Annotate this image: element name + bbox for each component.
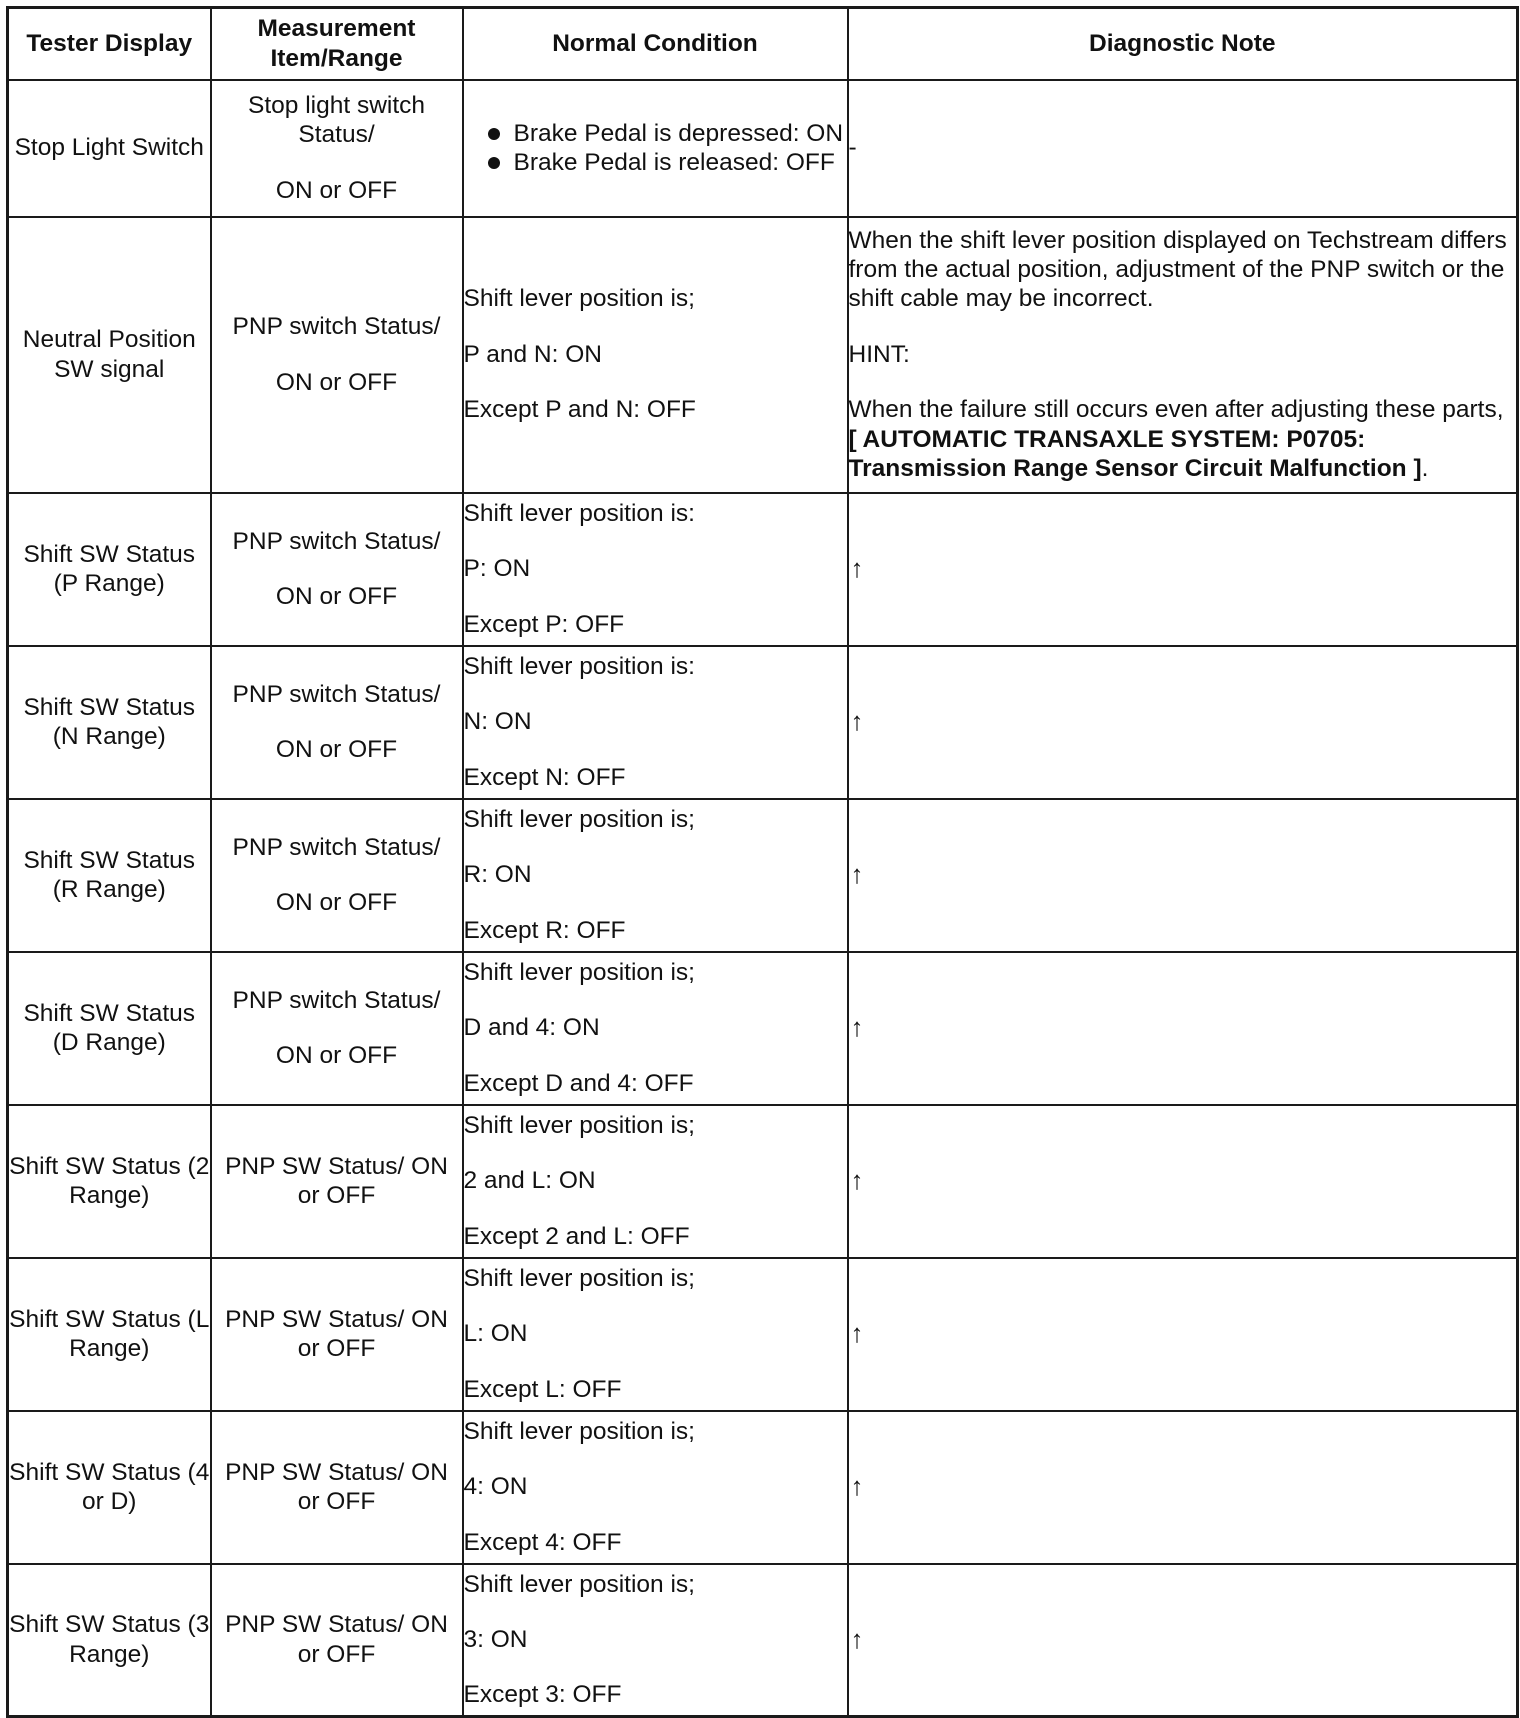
condition-cell: Shift lever position is; 2 and L: ON Except 2 and L: OFF (463, 1105, 848, 1258)
condition-cell: Shift lever position is: P: ON Except P: OFF (463, 493, 848, 646)
tester-display-cell: Shift SW Status (R Range) (8, 799, 211, 952)
same-as-above-icon: ↑ (850, 1012, 864, 1043)
table-row (8, 646, 1518, 799)
tester-display-cell: Shift SW Status (L Range) (8, 1258, 211, 1411)
tester-display-cell: Shift SW Status (N Range) (8, 646, 211, 799)
table-row (8, 1564, 1518, 1717)
condition-intro: Shift lever position is; (463, 285, 695, 313)
condition-on: P and N: ON (463, 340, 602, 368)
measurement-cell (211, 217, 463, 493)
same-as-above-icon: ↑ (850, 706, 864, 737)
measurement-top: Stop light switch Status/ (247, 91, 426, 149)
note-cell (848, 1564, 1518, 1717)
same-as-above-icon: ↑ (850, 859, 864, 890)
condition-cell (463, 80, 848, 217)
same-as-above-icon: ↑ (850, 1624, 864, 1655)
table-row (8, 493, 1518, 646)
condition-cell: Shift lever position is; R: ON Except R: OFF (463, 799, 848, 952)
measurement-cell: PNP switch Status/ ON or OFF (211, 799, 463, 952)
note-cell (848, 646, 1518, 799)
same-as-above-icon: ↑ (850, 1318, 864, 1349)
bullet-item: Brake Pedal is released: OFF (464, 148, 847, 177)
table-row (8, 1105, 1518, 1258)
note-cell (848, 1105, 1518, 1258)
note-cell (848, 799, 1518, 952)
measurement-cell: PNP switch Status/ ON or OFF (211, 952, 463, 1105)
note-cell (848, 217, 1518, 493)
note-cell (848, 1258, 1518, 1411)
measurement-cell (211, 80, 463, 217)
header-measurement: Measurement Item/Range (211, 8, 463, 80)
header-diagnostic-note: Diagnostic Note (848, 8, 1518, 80)
header-row (8, 8, 1518, 80)
condition-cell: Shift lever position is; L: ON Except L: OFF (463, 1258, 848, 1411)
measurement-cell: PNP SW Status/ ON or OFF (211, 1564, 463, 1717)
measurement-cell: PNP SW Status/ ON or OFF (211, 1411, 463, 1564)
measurement-bottom: ON or OFF (275, 176, 398, 204)
condition-bullets (464, 119, 847, 178)
note-paragraph: When the failure still occurs even after adjusting these parts, [ AUTOMATIC TRANSAXLE SYSTEM: P0705: Transmission Range Sensor Circuit Malfunction ]. (848, 396, 1504, 482)
header-tester-display: Tester Display (8, 8, 211, 80)
same-as-above-icon: ↑ (850, 1471, 864, 1502)
note-cell: - (848, 80, 1518, 217)
table-row (8, 952, 1518, 1105)
measurement-top: PNP switch Status/ (232, 313, 441, 341)
condition-cell (463, 217, 848, 493)
table-row (8, 1258, 1518, 1411)
tester-display-cell: Shift SW Status (P Range) (8, 493, 211, 646)
measurement-cell: PNP SW Status/ ON or OFF (211, 1258, 463, 1411)
table-row (8, 1411, 1518, 1564)
note-hint: HINT: (848, 340, 910, 368)
measurement-cell: PNP SW Status/ ON or OFF (211, 1105, 463, 1258)
bullet-item: Brake Pedal is depressed: ON (464, 119, 847, 148)
note-cell (848, 952, 1518, 1105)
note-cell (848, 493, 1518, 646)
condition-cell: Shift lever position is; 4: ON Except 4: OFF (463, 1411, 848, 1564)
condition-cell: Shift lever position is: N: ON Except N: OFF (463, 646, 848, 799)
condition-off: Except P and N: OFF (463, 396, 696, 424)
note-cell (848, 1411, 1518, 1564)
tester-display-cell: Shift SW Status (D Range) (8, 952, 211, 1105)
same-as-above-icon: ↑ (850, 553, 864, 584)
data-table (6, 6, 1519, 1718)
tester-display-cell: Shift SW Status (3 Range) (8, 1564, 211, 1717)
table-row (8, 80, 1518, 217)
tester-display-cell: Neutral Position SW signal (8, 217, 211, 493)
reference-link-text: [ AUTOMATIC TRANSAXLE SYSTEM: P0705: Transmission Range Sensor Circuit Malfunction ] (848, 425, 1422, 482)
same-as-above-icon: ↑ (850, 1165, 864, 1196)
header-normal-condition: Normal Condition (463, 8, 848, 80)
table-row (8, 217, 1518, 493)
tester-display-cell: Shift SW Status (2 Range) (8, 1105, 211, 1258)
measurement-cell: PNP switch Status/ ON or OFF (211, 493, 463, 646)
condition-cell: Shift lever position is; 3: ON Except 3: OFF (463, 1564, 848, 1717)
tester-display-cell: Shift SW Status (4 or D) (8, 1411, 211, 1564)
measurement-bottom: ON or OFF (275, 368, 398, 396)
measurement-cell: PNP switch Status/ ON or OFF (211, 646, 463, 799)
table-row (8, 799, 1518, 952)
tester-display-cell: Stop Light Switch (8, 80, 211, 217)
note-paragraph: When the shift lever position displayed on Techstream differs from the actual position, adjustment of the PNP switch or the shift cable may be incorrect. (848, 226, 1507, 313)
condition-cell: Shift lever position is; D and 4: ON Except D and 4: OFF (463, 952, 848, 1105)
